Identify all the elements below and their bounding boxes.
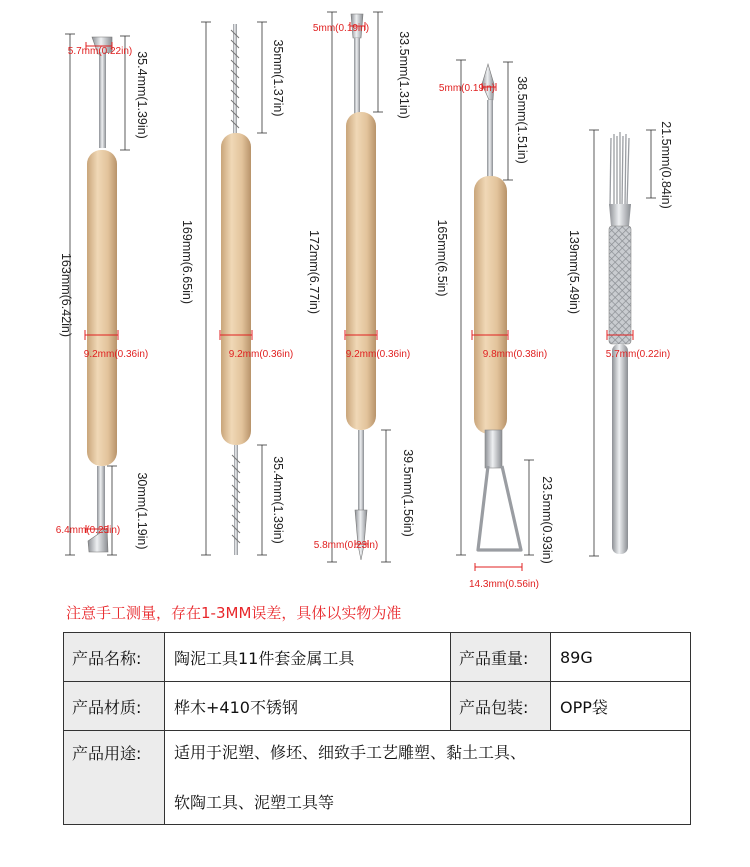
- tool-5-handle-diameter: 5.7mm(0.22in): [605, 349, 671, 360]
- tool-4-top-tip-width: 5mm(0.19in): [438, 83, 496, 94]
- package-value: OPP袋: [551, 682, 690, 730]
- name-label: 产品名称:: [64, 633, 164, 681]
- tool-3-handle-diameter: 9.2mm(0.36in): [345, 349, 411, 360]
- tool-2-double-needle: [221, 24, 251, 555]
- tool-3-bottom-length: 39.5mm(1.56in): [401, 449, 415, 537]
- use-line-1: 适用于泥塑、修坯、细致手工艺雕塑、黏土工具、: [174, 743, 527, 762]
- material-label: 产品材质:: [64, 682, 164, 730]
- tool-4-loop-tool: [474, 64, 521, 550]
- tool-1-handle-diameter: 9.2mm(0.36in): [83, 349, 149, 360]
- tool-1-bottom-tip-width: 6.4mm(0.25in): [55, 525, 121, 536]
- tool-4-loop-width: 14.3mm(0.56in): [468, 579, 540, 590]
- material-value: 桦木+410不锈钢: [165, 682, 450, 730]
- use-value: [165, 731, 690, 824]
- tool-1-bottom-length: 30mm(1.19in): [135, 472, 149, 550]
- weight-label: 产品重量:: [451, 633, 550, 681]
- tool-2-overall-length: 169mm(6.65in): [180, 219, 194, 305]
- tool-3-top-tip-width: 5mm(0.19in): [312, 23, 370, 34]
- tool-4-bottom-length: 23.5mm(0.93in): [540, 476, 554, 564]
- use-line-2: 软陶工具、泥塑工具等: [174, 793, 335, 812]
- tool-3-top-length: 33.5mm(1.31in): [397, 31, 411, 119]
- tool-5-top-length: 21.5mm(0.84in): [659, 121, 673, 209]
- tool-2-top-length: 35mm(1.37in): [271, 39, 285, 117]
- tool-1-double-scraper: [87, 37, 117, 552]
- package-label: 产品包装:: [451, 682, 550, 730]
- tool-5-wire-brush: [609, 132, 631, 554]
- measurement-note: 注意手工测量，存在1-3MM误差，具体以实物为准: [66, 604, 402, 622]
- tool-2-handle-diameter: 9.2mm(0.36in): [228, 349, 294, 360]
- tool-4-overall-length: 165mm(6.5in): [435, 219, 449, 297]
- tool-4-top-length: 38.5mm(1.51in): [515, 76, 529, 164]
- tool-1-overall-length: 163mm(6.42in): [59, 252, 73, 338]
- tool-3-double-blade: [346, 14, 376, 560]
- use-label: [64, 731, 164, 824]
- tool-1-top-tip-width: 5.7mm(0.22in): [67, 46, 133, 57]
- tool-4-handle-diameter: 9.8mm(0.38in): [482, 349, 548, 360]
- tool-1-top-length: 35.4mm(1.39in): [135, 51, 149, 139]
- name-value: 陶泥工具11件套金属工具: [165, 633, 450, 681]
- weight-value: 89G: [551, 633, 690, 681]
- tool-5-overall-length: 139mm(5.49in): [567, 229, 581, 315]
- tool-3-overall-length: 172mm(6.77in): [307, 229, 321, 315]
- spec-table: [63, 632, 691, 825]
- tool-3-bottom-tip-width: 5.8mm(0.23in): [313, 540, 379, 551]
- use-label-text: 产品用途:: [72, 744, 142, 763]
- tool-2-bottom-length: 35.4mm(1.39in): [271, 456, 285, 544]
